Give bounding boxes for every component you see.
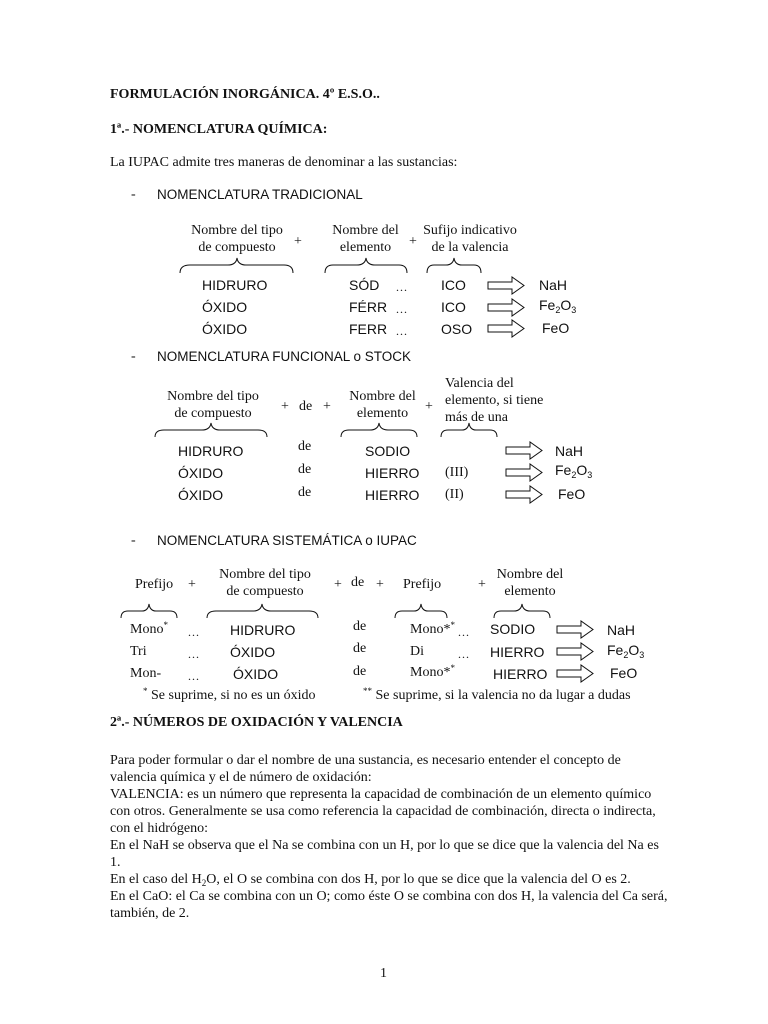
sist-row1-elem: SODIO [490,621,536,637]
sist-row2-prefijo2: Di [410,644,424,659]
stock-row2-tipo: ÓXIDO [178,465,224,481]
sist-header-prefijo2: Prefijo [403,577,442,592]
sist-row2-de: de [353,641,367,656]
stock-row1-formula: NaH [555,443,584,459]
trad-arrow-2 [488,299,524,316]
trad-header-elem-2: elemento [339,240,392,255]
sist-header-elem-1: Nombre del [496,567,564,582]
sist-row1-dots1: ... [188,625,200,639]
sist-arrow-2 [557,643,593,660]
trad-brace-suf [427,258,481,273]
sist-row2-prefijo1: Tri [130,644,147,659]
sist-note2: ** Se suprime, si la valencia no da lugar a dudas [363,686,631,703]
stock-row3-elem: HIERRO [365,487,420,503]
sist-brace-prefijo2 [395,604,447,618]
trad-row3-raiz: FERR [349,321,388,337]
stock-title: NOMENCLATURA FUNCIONAL o STOCK [157,349,412,364]
stock-plus-1: + [281,399,289,414]
stock-arrow-2 [506,464,542,481]
stock-row2-val: (III) [445,465,469,480]
sist-row3-prefijo1: Mon- [130,666,162,681]
page-number: 1 [380,966,387,981]
sist-row2-dots2: ... [458,647,470,661]
trad-header-suf-2: de la valencia [431,240,509,255]
sist-row2-dots1: ... [188,647,200,661]
stock-dash: - [131,349,136,364]
trad-row1-sufijo: ICO [441,277,466,293]
sist-brace-elem [494,604,550,618]
sist-row1-tipo: HIDRURO [230,622,296,638]
section2-p1: Para poder formular o dar el nombre de una sustancia, es necesario entender el concepto de valencia química y el de número de oxidación: [110,753,621,785]
section2-p2: VALENCIA: es un número que representa la capacidad de combinación de un elemento químico con otros. Generalmente se usa como referencia la capacidad de combinación, directa o indirecta, con el hidrógeno: [110,787,656,836]
sist-note1: * Se suprime, si no es un óxido [143,686,316,703]
sist-row2-tipo: ÓXIDO [230,644,276,660]
sist-row3-prefijo2: Mono** [410,663,455,680]
section2-p4: En el caso del $H_2O$, el O se combina con dos H, por lo que se dice que la valencia del O es 2. [110,872,631,888]
sist-row3-de: de [353,664,367,679]
trad-row2-tipo: ÓXIDO [202,299,248,315]
sist-dash: - [131,533,136,548]
section1-heading: 1ª.- NOMENCLATURA QUÍMICA: [110,122,328,137]
trad-header-tipo-2: de compuesto [198,240,276,255]
sist-row1-formula: NaH [607,622,636,638]
stock-header-tipo-2: de compuesto [174,406,252,421]
stock-row2-de: de [298,462,312,477]
section2-p3: En el NaH se observa que el Na se combina con un H, por lo que se dice que la valencia del Na es 1. [110,838,659,870]
sist-header-de: de [351,575,365,590]
sist-row1-dots2: ... [458,625,470,639]
stock-row2-elem: HIERRO [365,465,420,481]
trad-row2-sufijo: ICO [441,299,466,315]
trad-header-elem-1: Nombre del [332,223,399,238]
sist-row3-tipo: ÓXIDO [233,666,279,682]
stock-row3-formula: FeO [558,486,586,502]
sist-plus-2: + [334,577,342,592]
trad-row1-dots: ... [396,280,408,294]
stock-arrow-3 [506,486,542,503]
trad-plus-1: + [294,234,302,249]
sist-row3-dots1: ... [188,669,200,683]
sist-plus-4: + [478,577,486,592]
sist-row2-elem: HIERRO [490,644,545,660]
sist-header-tipo-2: de compuesto [226,584,304,599]
trad-brace-tipo [180,258,293,273]
trad-arrow-1 [488,277,524,294]
stock-brace-elem [341,423,417,437]
trad-row2-dots: ... [396,302,408,316]
stock-header-val-3: más de una [445,410,508,425]
trad-plus-2: + [409,234,417,249]
sist-row1-prefijo1: Mono* [130,620,168,637]
section2-heading: 2ª.- NÚMEROS DE OXIDACIÓN Y VALENCIA [110,715,403,730]
sist-arrow-3 [557,665,593,682]
sist-header-tipo-1: Nombre del tipo [219,567,311,582]
trad-title: NOMENCLATURA TRADICIONAL [157,187,363,202]
trad-row2-raiz: FÉRR [349,299,388,315]
trad-row2-formula: $Fe_2O_3$ [539,297,577,315]
stock-header-elem-1: Nombre del [349,389,416,404]
trad-dash: - [131,187,136,202]
trad-brace-elem [325,258,407,273]
stock-header-val-2: elemento, si tiene [445,393,544,408]
sist-row1-prefijo2: Mono** [410,620,455,637]
trad-row3-tipo: ÓXIDO [202,321,248,337]
trad-row1-formula: NaH [539,277,568,293]
sist-brace-tipo [207,604,318,618]
sist-row3-formula: FeO [610,665,638,681]
sist-row1-de: de [353,619,367,634]
sist-header-prefijo1: Prefijo [135,577,174,592]
stock-header-tipo-1: Nombre del tipo [167,389,259,404]
stock-row3-de: de [298,485,312,500]
stock-plus-2: + [323,399,331,414]
stock-row1-elem: SODIO [365,443,411,459]
trad-row1-raiz: SÓD [349,277,380,293]
trad-row1-tipo: HIDRURO [202,277,268,293]
sist-header-elem-2: elemento [504,584,556,599]
trad-arrow-3 [488,320,524,337]
stock-row2-formula: $Fe_2O_3$ [555,462,593,480]
sist-row2-formula: $Fe_2O_3$ [607,642,645,660]
sist-plus-1: + [188,577,196,592]
stock-row1-de: de [298,439,312,454]
trad-row3-formula: FeO [542,320,570,336]
stock-header-de: de [299,399,313,414]
stock-arrow-1 [506,442,542,459]
stock-header-elem-2: elemento [356,406,409,421]
section2-p5: En el CaO: el Ca se combina con un O; como éste O se combina con dos H, la valencia del Ca será, también, de 2. [110,889,668,921]
stock-brace-tipo [155,423,267,437]
sist-plus-3: + [376,577,384,592]
trad-row3-sufijo: OSO [441,321,473,337]
sist-brace-prefijo1 [121,604,177,618]
sist-arrow-1 [557,621,593,638]
stock-row3-val: (II) [445,487,464,502]
trad-header-tipo-1: Nombre del tipo [191,223,283,238]
stock-brace-val [441,423,497,437]
section1-intro: La IUPAC admite tres maneras de denominar a las sustancias: [110,155,458,170]
document-title: FORMULACIÓN INORGÁNICA. 4º E.S.O.. [110,87,380,102]
stock-row3-tipo: ÓXIDO [178,487,224,503]
stock-row1-tipo: HIDRURO [178,443,244,459]
sist-title: NOMENCLATURA SISTEMÁTICA o IUPAC [157,533,417,548]
trad-row3-dots: ... [396,324,408,338]
stock-header-val-1: Valencia del [445,376,514,391]
sist-row3-elem: HIERRO [493,666,548,682]
trad-header-suf-1: Sufijo indicativo [423,223,517,238]
stock-plus-3: + [425,399,433,414]
